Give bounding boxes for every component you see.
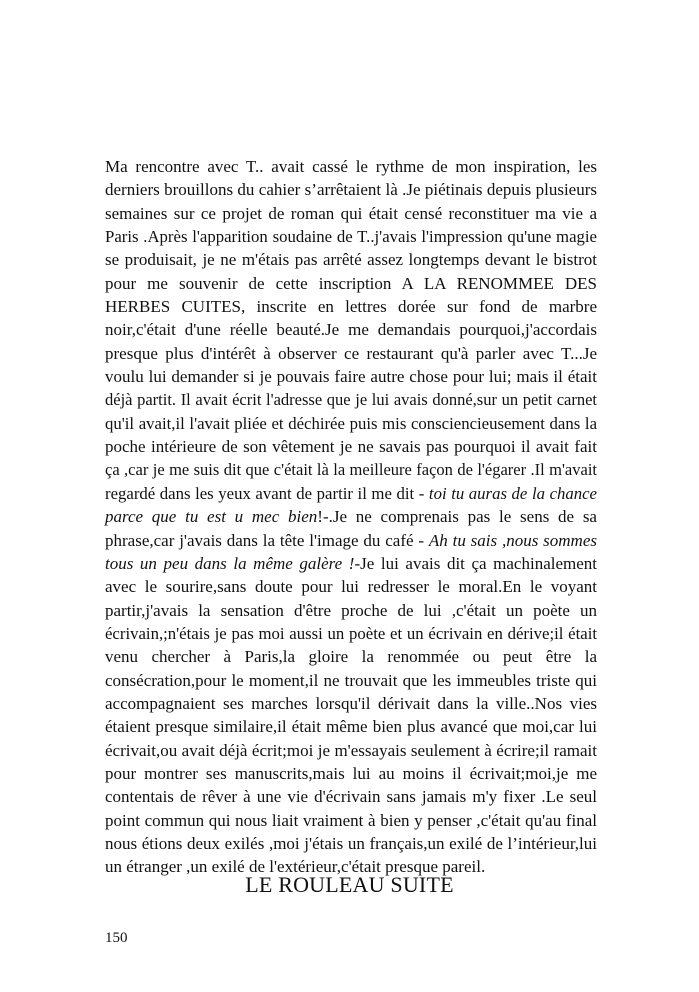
text-line: accompagnaient ses marches lorsqu'il dérivait dans la ville..Nos vies [105, 693, 597, 713]
italic-quote: tous un peu dans la même galère ! [105, 553, 355, 573]
text-line: contentais de rêver à une vie d'écrivain sans jamais m'y fixer .Le seul [105, 787, 597, 807]
text-line: ça ,car je me suis dit que c'était là la meilleure façon de l'égarer .Il m'avait [105, 460, 597, 480]
text-run: !-.Je ne comprenais pas le sens de sa [317, 507, 597, 527]
text-line: point commun qui nous liait vraiment à bien y penser ,c'était qu'au final [105, 810, 597, 830]
text-line: déjà partit. Il avait écrit l'adresse que je lui avais donné,sur un petit carnet [105, 390, 597, 410]
text-run: phrase,car j'avais dans la tête l'image du café - [105, 530, 429, 550]
text-line: consécration,pour le moment,il ne trouvait que les immeubles triste qui [105, 670, 597, 690]
text-line [105, 529, 597, 552]
text-line: un étranger ,un exilé de l'extérieur,c'était presque pareil. [105, 857, 486, 877]
text-run: -Je lui avais dit ça machinalement [354, 553, 598, 573]
text-run: regardé dans les yeux avant de partir il me dit - [105, 483, 429, 503]
text-line: écrivait,ou avait déjà écrit;moi je m'essayais seulement à écrire;il ramait [105, 740, 597, 760]
text-line: écrivain,;n'étais je pas moi aussi un poète et un écrivain en dérive;il était [105, 623, 597, 643]
italic-quote: Ah tu sais ,nous sommes [428, 530, 597, 550]
text-line: pour montrer ses manuscrits,mais lui au moins il écrivait;moi,je me [105, 763, 597, 783]
text-line [105, 505, 597, 528]
text-line: Paris .Après l'apparition soudaine de T..j'avais l'impression qu'une magie [105, 227, 597, 247]
text-line: partir,j'avais la sensation d'être proche de lui ,c'était un poète un [105, 600, 597, 620]
text-line: Ma rencontre avec T.. avait cassé le rythme de mon inspiration, les [105, 157, 597, 176]
italic-quote: toi tu auras de la chance [428, 483, 597, 503]
text-line: se produisait, je ne m'étais pas arrêté assez longtemps devant le bistrot [105, 250, 597, 270]
text-line: noir,c'était d'une réelle beauté.Je me demandais pourquoi,j'accordais [105, 320, 597, 340]
italic-quote: parce que tu est u mec bien [105, 507, 318, 527]
text-line: derniers brouillons du cahier s’arrêtaient là .Je piétinais depuis plusieurs [105, 180, 597, 200]
section-heading: LE ROULEAU SUITE [245, 872, 454, 897]
text-line: venu chercher à Paris,la gloire la renommée ou peut être la [105, 647, 597, 667]
text-line [105, 482, 597, 505]
text-line: pour me souvenir de cette inscription A LA RENOMMEE DES [105, 273, 597, 293]
text-line: poche intérieure de son vêtement je ne savais pas pourquoi il avait fait [105, 437, 597, 457]
text-line: nous étions deux exilés ,moi j'étais un français,un exilé de l’intérieur,lui [105, 833, 597, 853]
text-line: semaines sur ce projet de roman qui était censé reconstituer ma vie a [105, 203, 597, 223]
page-number: 150 [105, 930, 128, 946]
body-paragraph [105, 155, 597, 879]
text-line: HERBES CUITES, inscrite en lettres dorée sur fond de marbre [105, 297, 597, 317]
text-line: étaient presque similaire,il était même bien plus avancé que moi,car lui [105, 717, 597, 737]
text-line [105, 552, 597, 575]
text-line: avec le sourire,sans doute pour lui redresser le moral.En le voyant [105, 577, 597, 597]
text-line: voulu lui demander si je pouvais faire autre chose pour lui; mais il était [105, 367, 597, 387]
text-line: presque plus d'intérêt à observer ce restaurant qu'à parler avec T...Je [105, 343, 597, 363]
text-line: qu'il avait,il l'avait pliée et déchirée puis mis consciencieusement dans la [105, 413, 597, 433]
